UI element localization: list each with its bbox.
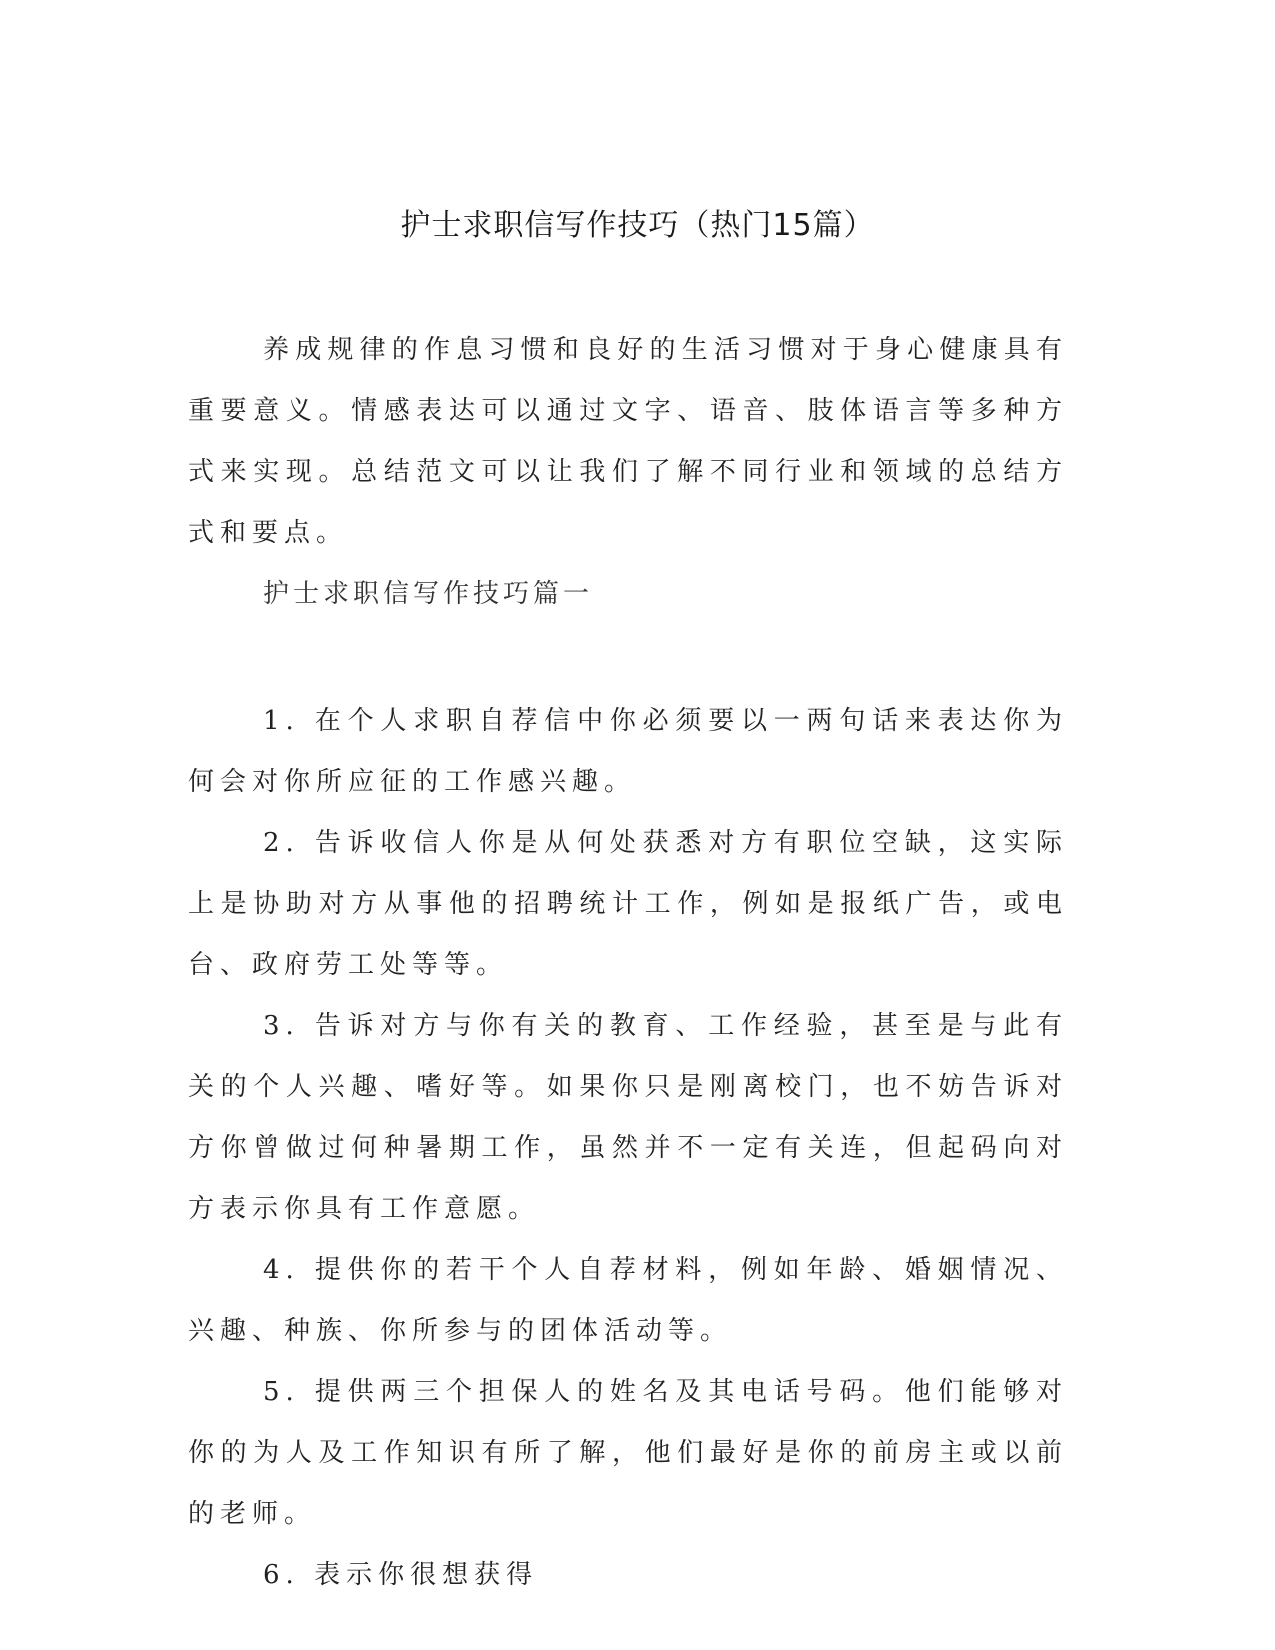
intro-paragraph: 养成规律的作息习惯和良好的生活习惯对于身心健康具有重要意义。情感表达可以通过文字、语音、肢体语言等多种方式来实现。总结范文可以让我们了解不同行业和领域的总结方式和要点。 <box>188 335 1068 548</box>
document-title: 护士求职信写作技巧（热门15篇） <box>400 208 875 243</box>
section-gap <box>188 625 1068 691</box>
list-item: 4. 提供你的若干个人自荐材料，例如年龄、婚姻情况、兴趣、种族、你所参与的团体活动等。 <box>188 1255 1068 1346</box>
list-item: 3. 告诉对方与你有关的教育、工作经验，甚至是与此有关的个人兴趣、嗜好等。如果你只是刚离校门，也不妨告诉对方你曾做过何种暑期工作，虽然并不一定有关连，但起码向对方表示你具有工作意愿。 <box>188 1011 1068 1224</box>
document-body <box>188 320 1068 1606</box>
list-item: 6. 表示你很想获得 <box>263 1560 539 1590</box>
list-item: 2. 告诉收信人你是从何处获悉对方有职位空缺，这实际上是协助对方从事他的招聘统计工作，例如是报纸广告，或电台、政府劳工处等等。 <box>188 828 1068 980</box>
list-item: 1. 在个人求职自荐信中你必须要以一两句话来表达你为何会对你所应征的工作感兴趣。 <box>188 706 1068 797</box>
list-item: 5. 提供两三个担保人的姓名及其电话号码。他们能够对你的为人及工作知识有所了解，他们最好是你的前房主或以前的老师。 <box>188 1377 1068 1529</box>
section-heading: 护士求职信写作技巧篇一 <box>263 579 594 609</box>
